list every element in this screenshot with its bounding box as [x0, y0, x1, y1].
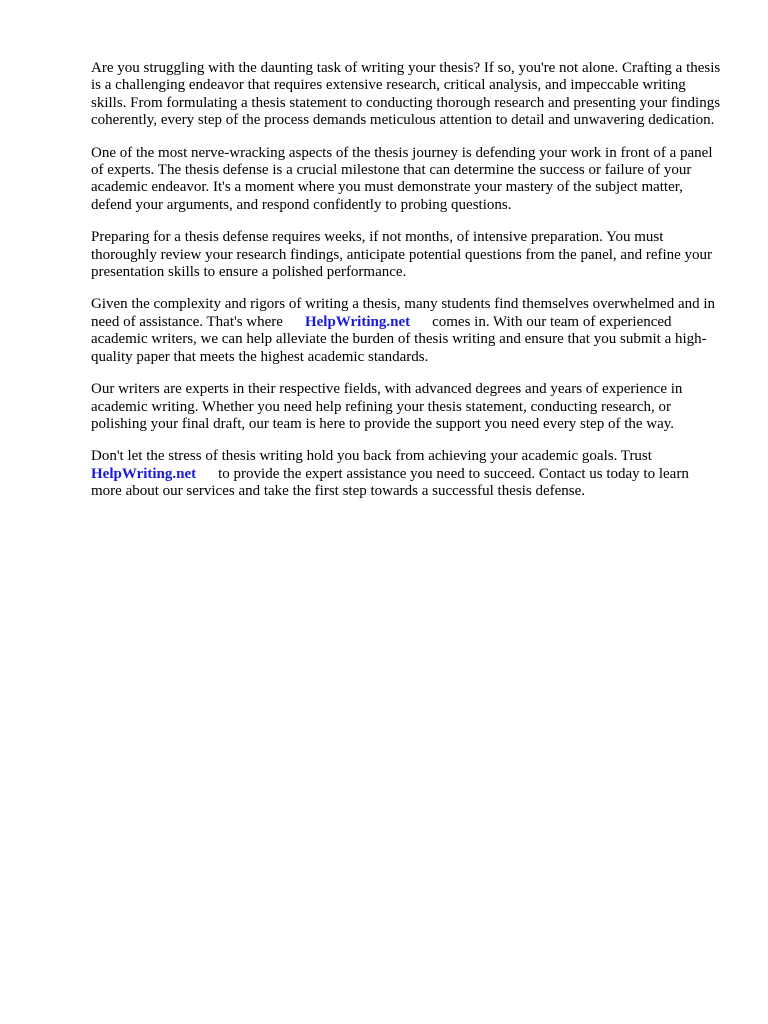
document-body: [91, 60, 723, 516]
paragraph-intro: Are you struggling with the daunting task of writing your thesis? If so, you're not alone. Crafting a thesis is a challenging endeavor that requires extensive research, critical analysis, and impeccable writing skills. From formulating a thesis statement to conducting thorough research and presenting your findings coherently, every step of the process demands meticulous attention to detail and unwavering dedication.: [91, 60, 721, 129]
paragraph-closing-text-after: to provide the expert assistance you need to succeed. Contact us today to learn more about our services and take the first step towards a successful thesis defense.: [91, 465, 689, 500]
paragraph-assistance: [91, 296, 723, 366]
paragraph-defense: One of the most nerve-wracking aspects of the thesis journey is defending your work in front of a panel of experts. The thesis defense is a crucial milestone that can determine the success or failure of your academic endeavor. It's a moment where you must demonstrate your mastery of the subject matter, defend your arguments, and respond confidently to probing questions.: [91, 144, 713, 213]
paragraph-closing-text-before: Don't let the stress of thesis writing hold you back from achieving your academic goals. Trust: [91, 448, 652, 465]
paragraph-closing: [91, 448, 723, 500]
helpwriting-link-closing[interactable]: HelpWriting.net: [91, 465, 197, 482]
paragraph-assistance-text-before: Given the complexity and rigors of writing a thesis, many students find themselves overwhelmed and in need of assistance. That's where: [91, 296, 716, 330]
paragraph-assistance-text-after: comes in. With our team of experienced academic writers, we can help alleviate the burden of thesis writing and ensure that you submit a high-quality paper that meets the highest academic standards.: [91, 313, 707, 365]
paragraph-writers: Our writers are experts in their respective fields, with advanced degrees and years of experience in academic writing. Whether you need help refining your thesis statement, conducting research, or polishing your final draft, our team is here to provide the support you need every step of the way.: [91, 381, 683, 432]
helpwriting-link[interactable]: HelpWriting.net: [304, 313, 411, 330]
paragraph-preparation: Preparing for a thesis defense requires weeks, if not months, of intensive preparation. You must thoroughly review your research findings, anticipate potential questions from the panel, and refine your presentation skills to ensure a polished performance.: [91, 229, 713, 281]
